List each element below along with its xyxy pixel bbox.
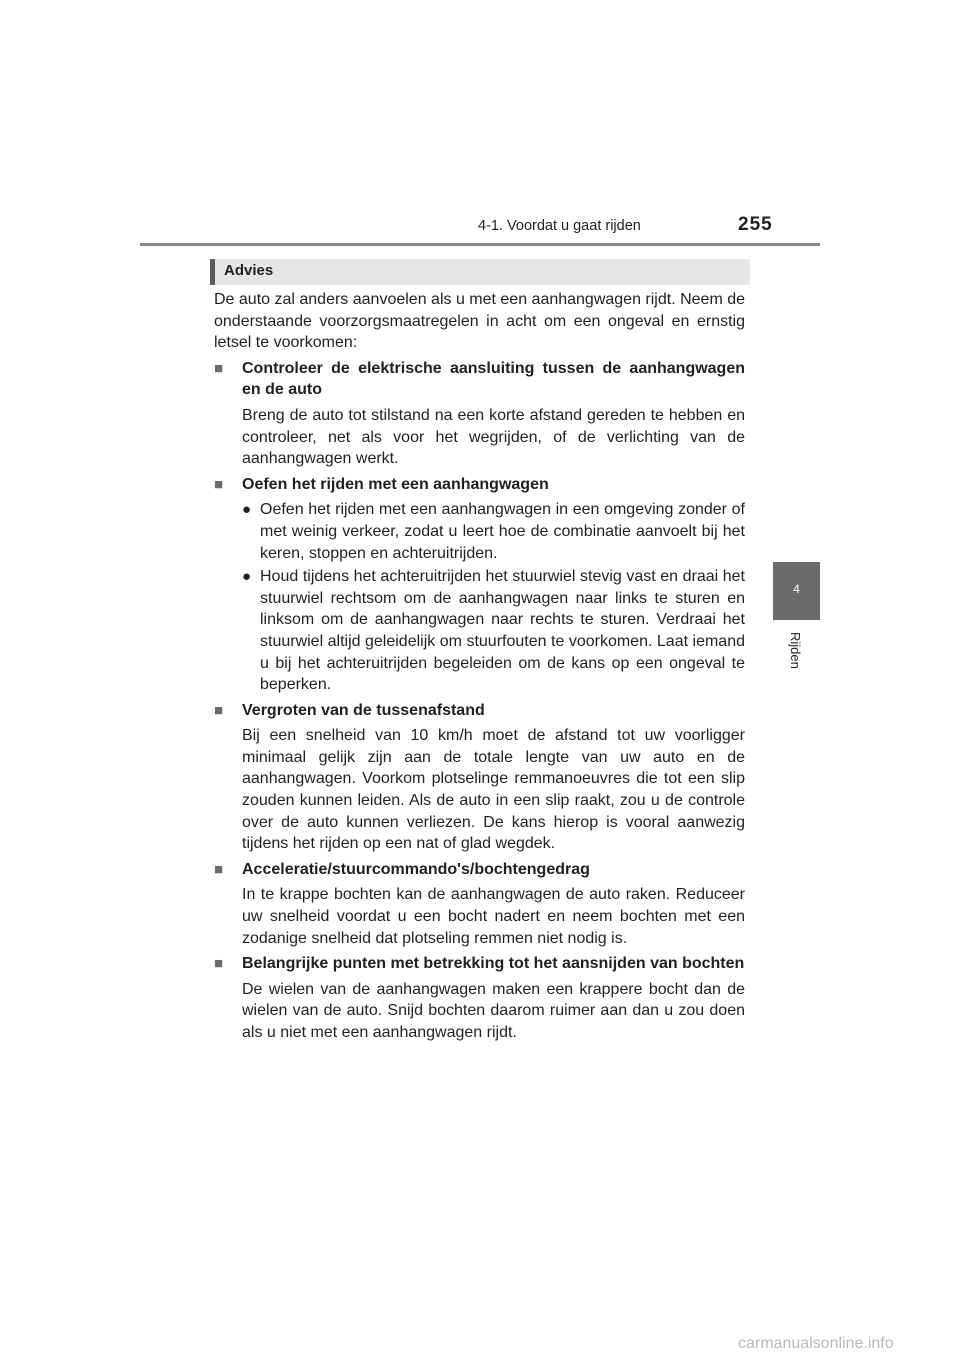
dot-bullet-icon: ● [242, 501, 252, 519]
chapter-tab-number: 4 [793, 582, 800, 596]
advies-intro: De auto zal anders aanvoelen als u met een aanhangwagen rijdt. Neem de onderstaande voorzorgsmaatregelen in acht om een ongeval en ernstig letsel te voorkomen: [214, 291, 746, 352]
section-heading [214, 859, 745, 881]
page-number: 255 [738, 214, 773, 235]
square-bullet-icon: ■ [214, 860, 224, 878]
section-body: De wielen van de aanhangwagen maken een krappere bocht dan de wielen van de auto. Snijd bochten daarom ruimer aan dan u zou doen als u niet met een aanhangwagen rijdt. [242, 980, 745, 1041]
section-title: Controleer de elektrische aansluiting tussen de aanhangwagen en de auto [242, 359, 745, 399]
section-title: Belangrijke punten met betrekking tot het aansnijden van bochten [242, 955, 745, 973]
list-item-text: Houd tijdens het achteruitrijden het stuurwiel stevig vast en draai het stuurwiel rechtsom om de aanhangwagen naar links te sturen en linksom om de aanhangwagen naar rechts te sturen. Verdraai het stuurwiel altijd geleidelijk om stuurfouten te voorkomen. Laat iemand u bij het achteruitrijden begeleiden om de kans op een ongeval te beperken. [260, 568, 745, 694]
section-title: Acceleratie/stuurcommando's/bochtengedrag [242, 860, 590, 878]
list-item [242, 499, 745, 564]
section-heading [214, 358, 745, 401]
advies-section [214, 358, 745, 470]
section-title: Vergroten van de tussenafstand [242, 701, 485, 719]
advies-content [214, 289, 745, 1048]
section-heading [214, 474, 745, 496]
header-divider [140, 243, 820, 246]
advies-header-bar [210, 259, 750, 285]
chapter-tab-label: Rijden [788, 632, 803, 669]
advies-title: Advies [224, 262, 274, 279]
advies-section [214, 700, 745, 855]
advies-section [214, 859, 745, 949]
section-heading [214, 953, 745, 975]
advies-header-accent [210, 259, 215, 285]
square-bullet-icon: ■ [214, 701, 224, 719]
advies-section [214, 953, 745, 1043]
section-title: Oefen het rijden met een aanhangwagen [242, 475, 549, 493]
dot-bullet-icon: ● [242, 568, 252, 586]
site-watermark: carmanualsonline.info [738, 1335, 894, 1352]
section-body: Breng de auto tot stilstand na een korte afstand gereden te hebben en controleer, net als voor het wegrijden, of de verlichting van de aanhangwagen werkt. [242, 406, 745, 468]
section-body: Bij een snelheid van 10 km/h moet de afstand tot uw voorligger minimaal gelijk zijn aan de totale lengte van uw auto en de aanhangwagen. Voorkom plotselinge remmanoeuvres die tot een slip zouden kunnen leiden. Als de auto in een slip raakt, zou u de controle over de auto kunnen verliezen. De kans hierop is vooral aanwezig tijdens het rijden op een nat of glad wegdek. [242, 727, 745, 853]
chapter-section-title: 4-1. Voordat u gaat rijden [478, 218, 641, 234]
square-bullet-icon: ■ [214, 475, 224, 493]
square-bullet-icon: ■ [214, 359, 224, 377]
list-item [242, 566, 745, 696]
section-body: In te krappe bochten kan de aanhangwagen de auto raken. Reduceer uw snelheid voordat u een bocht nadert en neem bochten met een zodanige snelheid dat plotseling remmen niet nodig is. [242, 886, 745, 947]
square-bullet-icon: ■ [214, 955, 224, 973]
section-heading [214, 700, 745, 722]
list-item-text: Oefen het rijden met een aanhangwagen in een omgeving zonder of met weinig verkeer, zodat u leert hoe de combinatie aanvoelt bij het keren, stoppen en achteruitrijden. [260, 501, 745, 562]
advies-section [214, 474, 745, 696]
